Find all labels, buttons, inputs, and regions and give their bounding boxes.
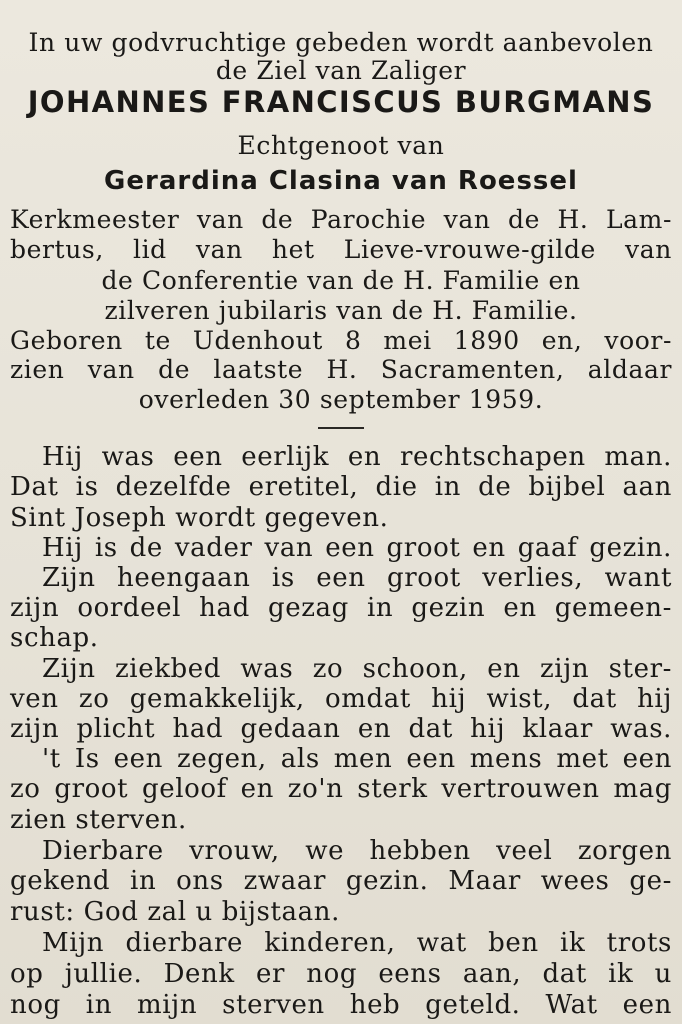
bio-line: bertus, lid van het Lieve-vrouwe-gilde van — [10, 235, 672, 264]
body-line: Hij was een eerlijk en rechtschapen man. — [42, 442, 672, 472]
soul-of-line: de Ziel van Zaliger — [215, 56, 467, 85]
body-line: Zijn ziekbed was zo schoon, en zijn ster- — [42, 654, 672, 684]
deceased-name: JOHANNES FRANCISCUS BURGMANS — [27, 85, 655, 119]
bio-line: de Conferentie van de H. Familie en — [101, 266, 581, 295]
body-line: nog in mijn sterven heb geteld. Wat een — [10, 990, 672, 1020]
body-line: Zijn heengaan is een groot verlies, want — [42, 563, 672, 593]
body-line: zijn oordeel had gezag in gezin en gemeen- — [10, 593, 672, 623]
bio-line: Geboren te Udenhout 8 mei 1890 en, voor- — [10, 326, 672, 355]
body-line: 't Is een zegen, als men een mens met een — [42, 744, 672, 774]
spouse-intro: Echtgenoot van — [237, 131, 445, 160]
body-line: Dierbare vrouw, we hebben veel zorgen — [42, 836, 672, 866]
body-line: gekend in ons zwaar gezin. Maar wees ge- — [10, 866, 672, 896]
divider-rule — [318, 427, 364, 429]
body-line: Hij is de vader van een groot en gaaf gezin. — [42, 533, 672, 563]
body-line: zien sterven. — [10, 805, 187, 835]
bio-line: Kerkmeester van de Parochie van de H. Lam- — [10, 205, 672, 234]
invocation-line: In uw godvruchtige gebeden wordt aanbevolen — [28, 28, 654, 57]
body-line: Dat is dezelfde eretitel, die in de bijbel aan — [10, 472, 672, 502]
body-line: Sint Joseph wordt gegeven. — [10, 503, 389, 533]
body-line: rust: God zal u bijstaan. — [10, 897, 340, 927]
body-line: zo groot geloof en zo'n sterk vertrouwen mag — [10, 774, 672, 804]
spouse-name: Gerardina Clasina van Roessel — [104, 166, 578, 196]
body-line: Mijn dierbare kinderen, wat ben ik trots — [42, 928, 672, 958]
bio-line: zien van de laatste H. Sacramenten, aldaar — [10, 355, 672, 384]
bio-line: zilveren jubilaris van de H. Familie. — [104, 296, 578, 325]
body-line: schap. — [10, 623, 99, 653]
body-line: ven zo gemakkelijk, omdat hij wist, dat hij — [10, 684, 672, 714]
body-line: zijn plicht had gedaan en dat hij klaar was. — [10, 714, 672, 744]
body-line: op jullie. Denk er nog eens aan, dat ik u — [10, 959, 672, 989]
bio-line: overleden 30 september 1959. — [138, 385, 544, 414]
